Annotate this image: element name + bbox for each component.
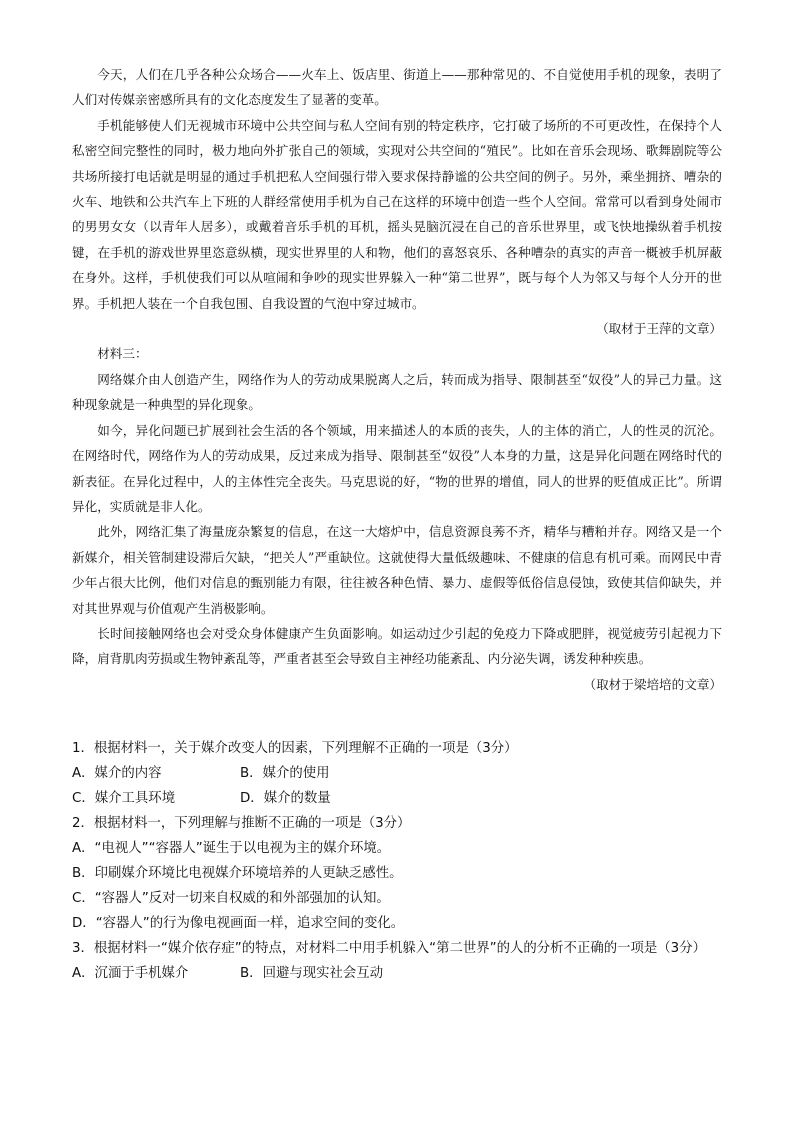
material-three-paragraph: 长时间接触网络也会对受众身体健康产生负面影响。如运动过少引起的免疫力下降或肥胖，视觉疲劳引起视力下降，肩背肌肉劳损或生物钟紊乱等，严重者甚至会导致自主神经功能紊乱、内分泌失调，诱发种种疾患。	[72, 625, 722, 667]
question-3-options-row	[72, 961, 722, 986]
question-2-option-a: A．“电视人”“容器人”诞生于以电视为主的媒介环境。	[72, 841, 391, 856]
reading-passage	[72, 62, 722, 697]
material-three-paragraph: 网络媒介由人创造产生，网络作为人的劳动成果脱离人之后，转而成为指导、限制甚至“奴役”人的异己力量。这种现象就是一种典型的异化现象。	[72, 371, 722, 413]
material-two-paragraph: 手机能够使人们无视城市环境中公共空间与私人空间有别的特定秩序，它打破了场所的不可更改性，在保持个人私密空间完整性的同时，极力地向外扩张自己的领域，实现对公共空间的“殖民”。比如在音乐会现场、歌舞剧院等公共场所接打电话就是明显的通过手机把私人空间强行带入要求保持静谧的公共空间的例子。另外，乘坐拥挤、嘈杂的火车、地铁和公共汽车上下班的人群经常使用手机为自己在这样的环境中创造一些个人空间。常常可以看到身处闹市的男男女女（以青年人居多），或戴着音乐手机的耳机，摇头晃脑沉浸在自己的音乐世界里，或飞快地操纵着手机按键，在手机的游戏世界里恣意纵横，现实世界里的人和物，他们的喜怒哀乐、各种嘈杂的真实的声音一概被手机屏蔽在身外。这样，手机使我们可以从喧闹和争吵的现实世界躲入一种“第二世界”，既与每个人为邻又与每个人分开的世界。手机把人装在一个自我包围、自我设置的气泡中穿过城市。	[72, 117, 722, 311]
question-2-option-b: B．印刷媒介环境比电视媒介环境培养的人更缺乏感性。	[72, 866, 403, 881]
question-1-stem: 1．根据材料一，关于媒介改变人的因素，下列理解不正确的一项是（3分）	[72, 741, 518, 756]
question-2-option-d: D．“容器人”的行为像电视画面一样，追求空间的变化。	[72, 916, 405, 931]
question-1-options-row	[72, 761, 722, 786]
question-2-stem: 2．根据材料一，下列理解与推断不正确的一项是（3分）	[72, 816, 411, 831]
material-three-source: （取材于梁培培的文章）	[583, 676, 722, 692]
material-two-source: （取材于王萍的文章）	[596, 321, 722, 337]
question-1-option-d: D．媒介的数量	[240, 791, 331, 806]
material-three-paragraph: 此外，网络汇集了海量庞杂繁复的信息，在这一大熔炉中，信息资源良莠不齐，精华与糟粕并存。网络又是一个新媒介，相关管制建设滞后欠缺，“把关人”严重缺位。这就使得大量低级趣味、不健康的信息有机可乘。而网民中青少年占很大比例，他们对信息的甄别能力有限，往往被各种色情、暴力、虚假等低俗信息侵蚀，致使其信仰缺失，并对其世界观与价值观产生消极影响。	[72, 524, 722, 616]
question-list	[72, 736, 722, 986]
question-2-option-c: C．“容器人”反对一切来自权威的和外部强加的认知。	[72, 891, 390, 906]
material-three-heading: 材料三：	[97, 346, 148, 362]
material-two-paragraph: 今天，人们在几乎各种公众场合——火车上、饭店里、街道上——那种常见的、不自觉使用手机的现象，表明了人们对传媒亲密感所具有的文化态度发生了显著的变革。	[72, 67, 722, 108]
question-1-option-a: A．媒介的内容	[72, 766, 162, 781]
question-1-option-c: C．媒介工具环境	[72, 791, 176, 806]
question-3-option-a: A．沉湎于手机媒介	[72, 966, 189, 981]
question-3-stem: 3．根据材料一“媒介依存症”的特点，对材料二中用手机躲入“第二世界”的人的分析不正确的一项是（3分）	[72, 941, 706, 956]
question-3-option-b: B．回避与现实社会互动	[240, 966, 384, 981]
question-1-option-b: B．媒介的使用	[240, 766, 330, 781]
material-three-paragraph: 如今，异化问题已扩展到社会生活的各个领域，用来描述人的本质的丧失，人的主体的消亡，人的性灵的沉沦。在网络时代，网络作为人的劳动成果，反过来成为指导、限制甚至“奴役”人本身的力量，这是异化问题在网络时代的新表征。在异化过程中，人的主体性完全丧失。马克思说的好，“物的世界的增值，同人的世界的贬值成正比”。所谓异化，实质就是非人化。	[72, 422, 722, 514]
question-1-options-row	[72, 786, 722, 811]
